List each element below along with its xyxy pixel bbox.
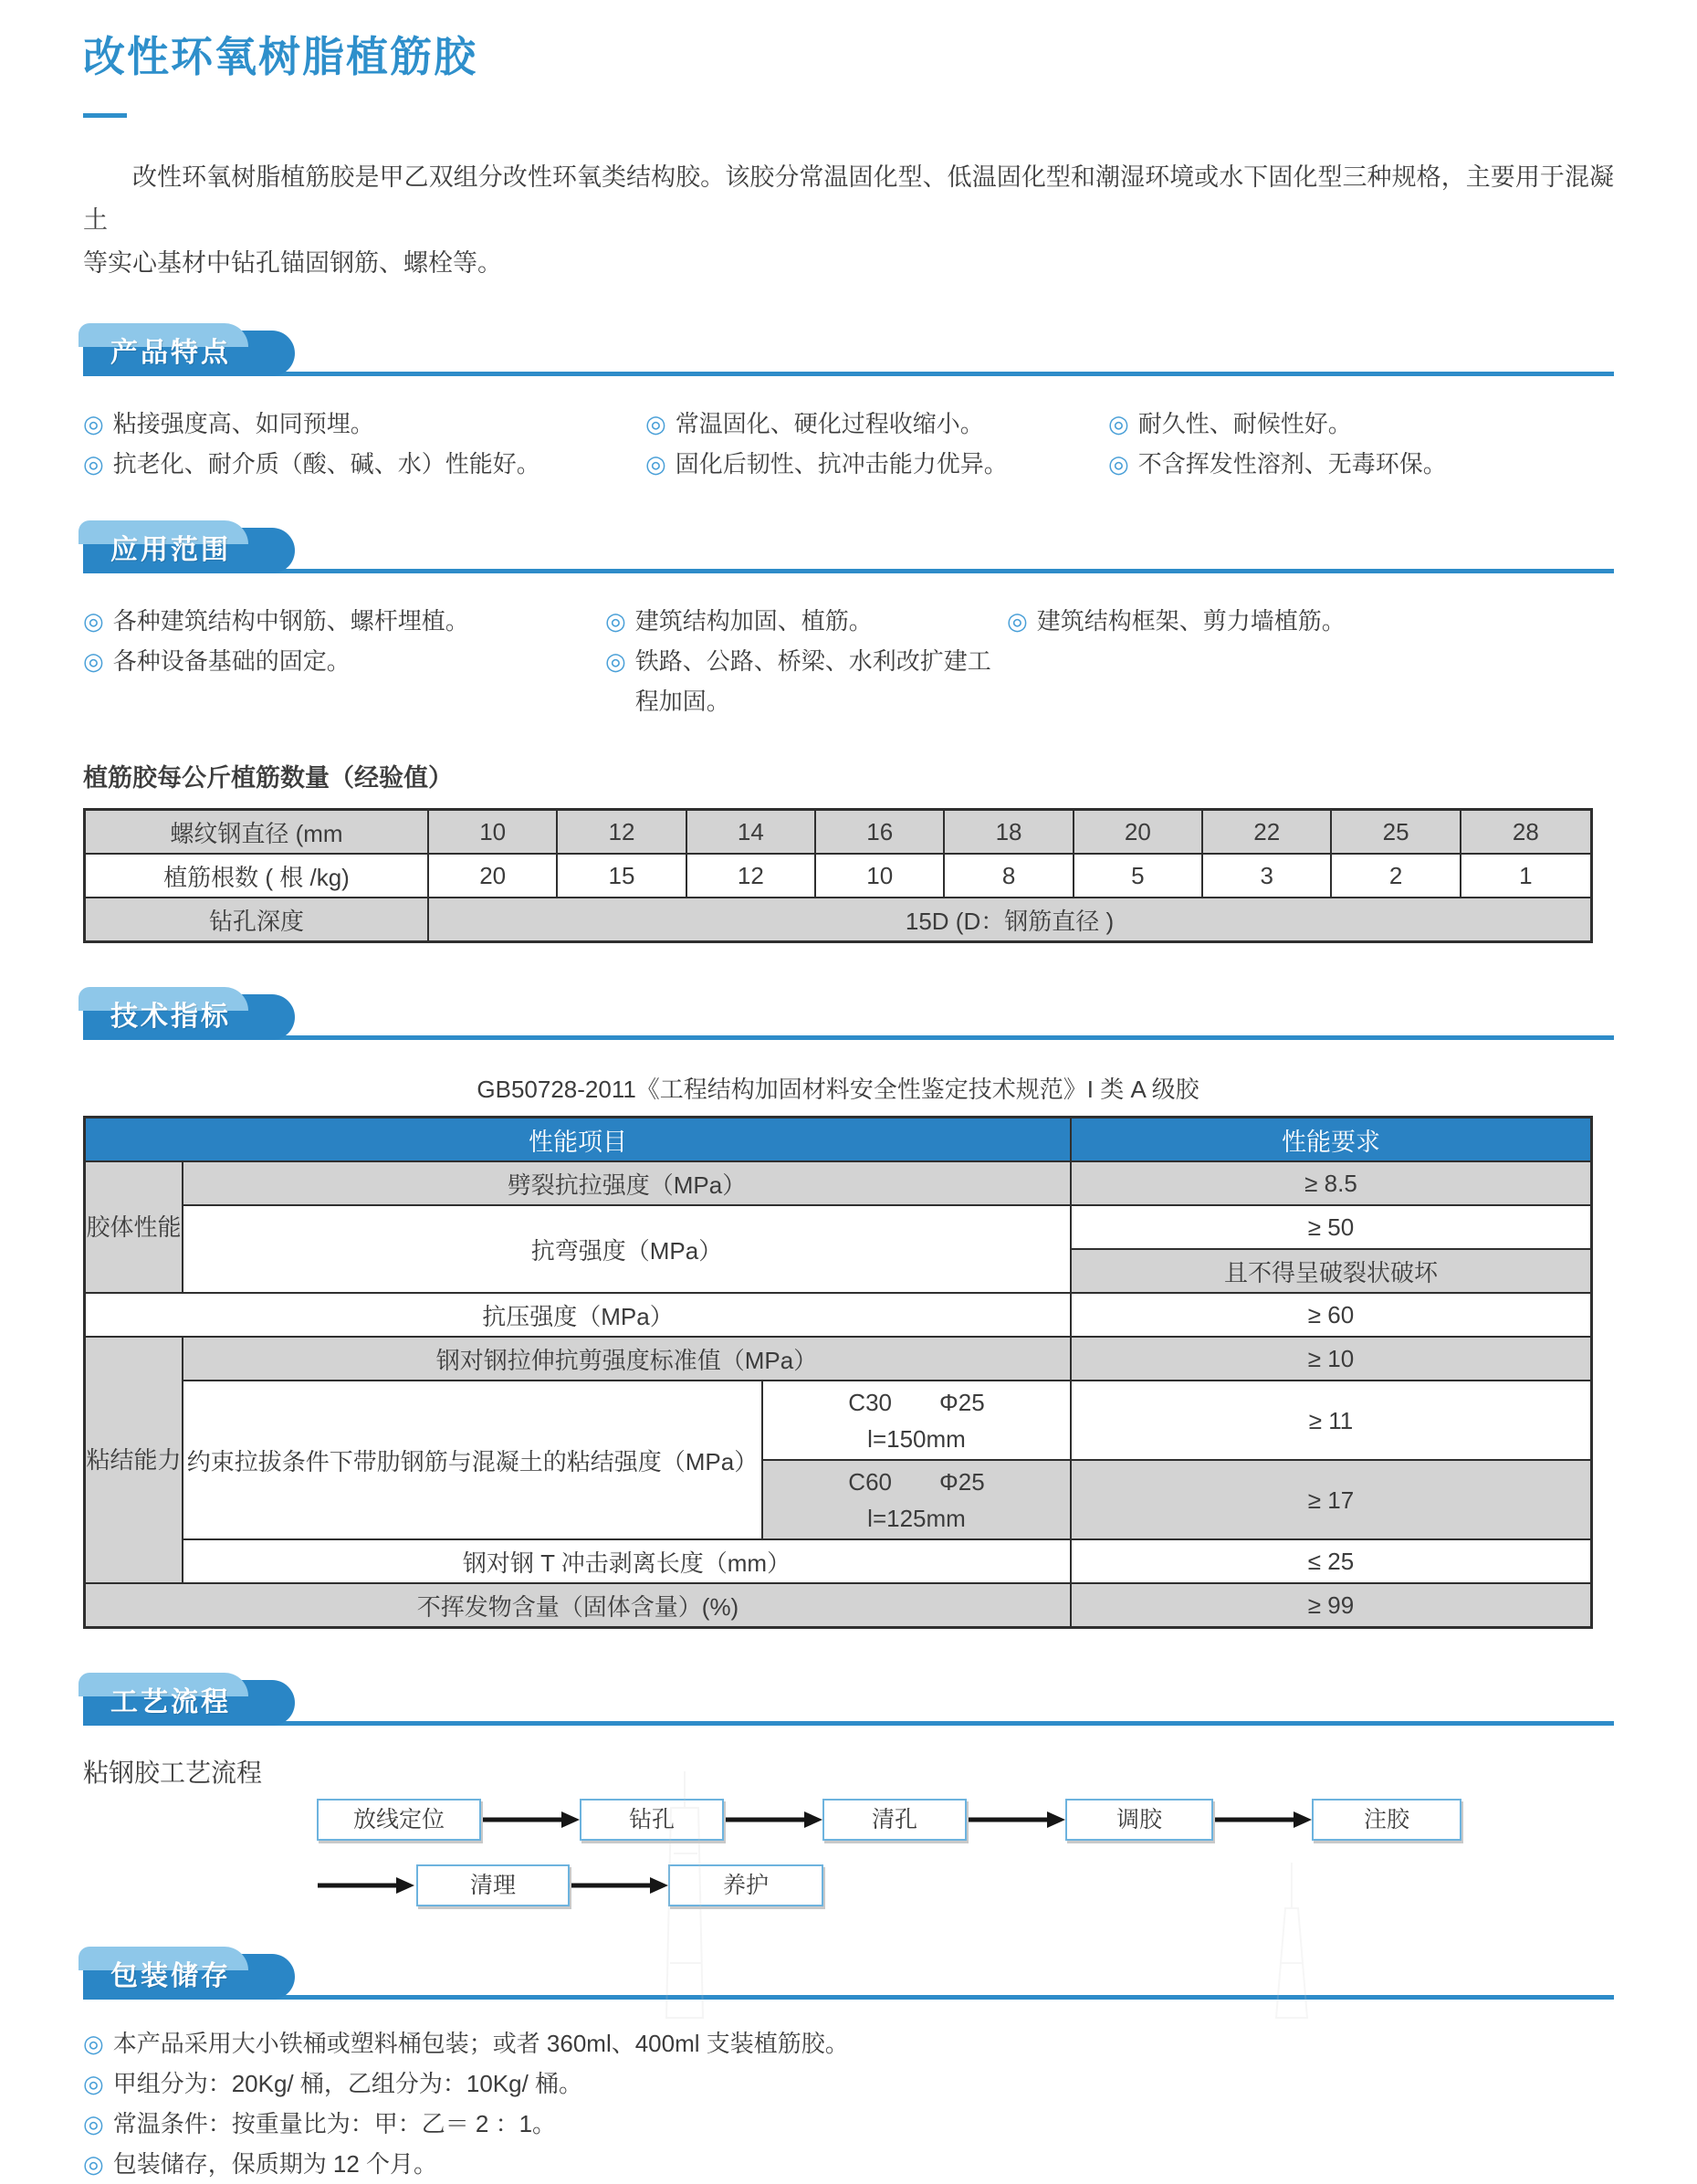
ring-bullet-icon: ◎ bbox=[605, 607, 626, 635]
ring-bullet-icon: ◎ bbox=[1007, 607, 1028, 635]
storage-text: 甲组分为：20Kg/ 桶，乙组分为：10Kg/ 桶。 bbox=[112, 2070, 583, 2097]
property-cell: 不挥发物含量（固体含量）(%) bbox=[85, 1583, 1072, 1628]
application-text: 建筑结构加固、植筋。 bbox=[634, 607, 873, 635]
section-header-process bbox=[83, 1680, 1614, 1726]
diameter-cell: 10 bbox=[428, 810, 557, 855]
section-rule bbox=[83, 372, 1614, 376]
section-rule bbox=[83, 1995, 1614, 2000]
column-header-req: 性能要求 bbox=[1071, 1118, 1592, 1162]
storage-text: 本产品采用大小铁桶或塑料桶包装；或者 360ml、400ml 支装植筋胶。 bbox=[112, 2030, 849, 2057]
property-cell: 钢对钢 T 冲击剥离长度（mm） bbox=[183, 1539, 1071, 1583]
arrow-right-icon bbox=[1213, 1811, 1312, 1828]
table-row bbox=[85, 854, 1592, 898]
list-item bbox=[645, 404, 1108, 444]
list-item bbox=[1108, 404, 1614, 444]
property-cell: 抗压强度（MPa） bbox=[482, 1302, 674, 1330]
intro-line-1: 改性环氧树脂植筋胶是甲乙双组分改性环氧类结构胶。该胶分常温固化型、低温固化型和潮湿环境或水下固化型三种规格，主要用于混凝土 bbox=[83, 163, 1614, 234]
property-cell: 钢对钢拉伸抗剪强度标准值（MPa） bbox=[183, 1337, 1071, 1381]
intro-paragraph bbox=[83, 156, 1614, 285]
length-label: l=125mm bbox=[867, 1504, 966, 1532]
flow-step-box: 注胶 bbox=[1312, 1799, 1461, 1841]
count-cell: 10 bbox=[815, 854, 944, 898]
section-badge-storage: 包装储存 bbox=[83, 1954, 295, 2000]
tech-spec-table bbox=[83, 1116, 1593, 1629]
list-item bbox=[83, 444, 645, 484]
ring-bullet-icon: ◎ bbox=[645, 410, 666, 437]
requirement-cell: ≥ 50 bbox=[1071, 1205, 1592, 1249]
list-item bbox=[83, 601, 605, 641]
table-row bbox=[85, 1161, 1592, 1205]
condition-cell bbox=[762, 1460, 1071, 1539]
list-item bbox=[605, 601, 1007, 641]
length-label: l=150mm bbox=[867, 1424, 966, 1453]
flow-step-box: 清理 bbox=[416, 1864, 570, 1906]
diameter-cell: 20 bbox=[1074, 810, 1202, 855]
storage-text: 包装储存，保质期为 12 个月。 bbox=[112, 2150, 438, 2178]
section-badge-process: 工艺流程 bbox=[83, 1680, 295, 1726]
row-header-cell: 螺纹钢直径 (mm bbox=[85, 810, 429, 855]
arrow-right-icon bbox=[318, 1877, 414, 1894]
intro-line-2: 等实心基材中钻孔锚固钢筋、螺栓等。 bbox=[83, 249, 502, 277]
group-cell-bond bbox=[85, 1337, 183, 1583]
column-header-item: 性能项目 bbox=[85, 1118, 1072, 1162]
condition-cell bbox=[762, 1381, 1071, 1460]
diameter-cell: 18 bbox=[944, 810, 1073, 855]
section-header-tech bbox=[83, 994, 1614, 1040]
process-flow-row-2 bbox=[83, 1864, 1614, 1906]
group-label: 胶体性能 bbox=[86, 1213, 182, 1241]
process-flow-row-1 bbox=[83, 1799, 1614, 1841]
table-row bbox=[85, 810, 1592, 855]
ring-bullet-icon: ◎ bbox=[83, 2070, 104, 2097]
section-header-storage bbox=[83, 1954, 1614, 2000]
rebar-count-table bbox=[83, 808, 1593, 943]
page-title: 改性环氧树脂植筋胶 bbox=[83, 33, 477, 80]
requirement-cell: ≥ 17 bbox=[1071, 1460, 1592, 1539]
drill-depth-cell: 15D (D：钢筋直径 ) bbox=[428, 898, 1592, 942]
diameter-cell: 28 bbox=[1461, 810, 1592, 855]
diameter-cell: 16 bbox=[815, 810, 944, 855]
flow-step-box: 清孔 bbox=[822, 1799, 967, 1841]
ring-bullet-icon: ◎ bbox=[83, 2150, 104, 2178]
count-cell: 15 bbox=[557, 854, 686, 898]
grade-label: C60 bbox=[848, 1467, 892, 1496]
application-text: 各种建筑结构中钢筋、螺杆埋植。 bbox=[112, 607, 469, 635]
ring-bullet-icon: ◎ bbox=[1108, 450, 1129, 478]
application-text: 各种设备基础的固定。 bbox=[112, 647, 351, 675]
feature-text: 耐久性、耐候性好。 bbox=[1137, 410, 1352, 437]
applications-list bbox=[83, 601, 1614, 721]
ring-bullet-icon: ◎ bbox=[83, 607, 104, 635]
title-underline-dash bbox=[83, 113, 127, 118]
diameter-cell: 25 bbox=[1331, 810, 1460, 855]
features-list bbox=[83, 404, 1614, 484]
group-cell-glue bbox=[85, 1161, 183, 1293]
list-item bbox=[1007, 601, 1614, 641]
application-text: 建筑结构框架、剪力墙植筋。 bbox=[1036, 607, 1346, 635]
feature-text: 粘接强度高、如同预埋。 bbox=[112, 410, 374, 437]
list-item bbox=[83, 641, 605, 721]
table-row bbox=[85, 1583, 1592, 1628]
count-cell: 2 bbox=[1331, 854, 1460, 898]
table-row bbox=[85, 1205, 1592, 1249]
storage-list bbox=[83, 2023, 1614, 2184]
arrow-right-icon bbox=[724, 1811, 822, 1828]
list-item bbox=[83, 2104, 1614, 2144]
table-row bbox=[85, 1539, 1592, 1583]
section-badge-tech: 技术指标 bbox=[83, 994, 295, 1040]
property-cell: 抗弯强度（MPa） bbox=[183, 1205, 1071, 1293]
flow-step-box: 放线定位 bbox=[317, 1799, 481, 1841]
row-header-cell: 植筋根数 ( 根 /kg) bbox=[85, 854, 429, 898]
property-cell: 劈裂抗拉强度（MPa） bbox=[183, 1161, 1071, 1205]
list-item bbox=[605, 641, 1007, 721]
ring-bullet-icon: ◎ bbox=[83, 647, 104, 675]
requirement-cell: ≤ 25 bbox=[1071, 1539, 1592, 1583]
application-text: 铁路、公路、桥梁、水利改扩建工程加固。 bbox=[634, 647, 991, 715]
list-item bbox=[645, 444, 1108, 484]
diameter-cell: 12 bbox=[557, 810, 686, 855]
feature-text: 不含挥发性溶剂、无毒环保。 bbox=[1137, 450, 1447, 478]
section-header-features bbox=[83, 331, 1614, 376]
requirement-cell: 且不得呈破裂状破坏 bbox=[1071, 1249, 1592, 1293]
section-rule bbox=[83, 569, 1614, 573]
count-cell: 12 bbox=[686, 854, 815, 898]
list-item bbox=[83, 2063, 1614, 2104]
count-cell: 3 bbox=[1202, 854, 1331, 898]
requirement-cell: ≥ 60 bbox=[1071, 1293, 1592, 1337]
requirement-cell: ≥ 8.5 bbox=[1071, 1161, 1592, 1205]
process-flow-label: 粘钢胶工艺流程 bbox=[83, 1759, 263, 1787]
requirement-cell: ≥ 10 bbox=[1071, 1337, 1592, 1381]
flow-step-box: 钻孔 bbox=[580, 1799, 724, 1841]
ring-bullet-icon: ◎ bbox=[1108, 410, 1129, 437]
requirement-cell: ≥ 11 bbox=[1071, 1381, 1592, 1460]
property-cell: 约束拉拔条件下带肋钢筋与混凝土的粘结强度（MPa） bbox=[183, 1381, 762, 1539]
table-row bbox=[85, 1337, 1592, 1381]
dia-label: Φ25 bbox=[939, 1467, 985, 1496]
ring-bullet-icon: ◎ bbox=[605, 647, 626, 675]
count-cell: 5 bbox=[1074, 854, 1202, 898]
table-row bbox=[85, 1293, 1592, 1337]
section-rule bbox=[83, 1035, 1614, 1040]
list-item bbox=[83, 2023, 1614, 2063]
diameter-cell: 22 bbox=[1202, 810, 1331, 855]
section-header-applications bbox=[83, 528, 1614, 573]
count-cell: 20 bbox=[428, 854, 557, 898]
ring-bullet-icon: ◎ bbox=[83, 450, 104, 478]
flow-step-box: 调胶 bbox=[1065, 1799, 1213, 1841]
feature-text: 抗老化、耐介质（酸、碱、水）性能好。 bbox=[112, 450, 540, 478]
table-row bbox=[85, 898, 1592, 942]
table-header-row bbox=[85, 1118, 1592, 1162]
grade-label: C30 bbox=[848, 1388, 892, 1416]
arrow-right-icon bbox=[570, 1877, 668, 1894]
row-header-cell: 钻孔深度 bbox=[85, 898, 429, 942]
count-cell: 8 bbox=[944, 854, 1073, 898]
diameter-cell: 14 bbox=[686, 810, 815, 855]
list-item bbox=[83, 2144, 1614, 2184]
feature-text: 常温固化、硬化过程收缩小。 bbox=[675, 410, 984, 437]
storage-text: 常温条件：按重量比为：甲：乙＝ 2 ：1。 bbox=[112, 2110, 557, 2137]
ring-bullet-icon: ◎ bbox=[645, 450, 666, 478]
property-cell-wrap bbox=[85, 1293, 1072, 1337]
ring-bullet-icon: ◎ bbox=[83, 410, 104, 437]
table-row bbox=[85, 1381, 1592, 1460]
section-badge-features: 产品特点 bbox=[83, 331, 295, 376]
arrow-right-icon bbox=[967, 1811, 1065, 1828]
feature-text: 固化后韧性、抗冲击能力优异。 bbox=[675, 450, 1008, 478]
rebar-table-label: 植筋胶每公斤植筋数量（经验值） bbox=[83, 764, 453, 792]
list-item bbox=[1108, 444, 1614, 484]
list-item bbox=[83, 404, 645, 444]
count-cell: 1 bbox=[1461, 854, 1592, 898]
group-label: 粘结能力 bbox=[86, 1446, 182, 1474]
dia-label: Φ25 bbox=[939, 1388, 985, 1416]
arrow-right-icon bbox=[481, 1811, 580, 1828]
ring-bullet-icon: ◎ bbox=[83, 2030, 104, 2057]
section-rule bbox=[83, 1721, 1614, 1726]
standard-reference: GB50728-2011《工程结构加固材料安全性鉴定技术规范》I 类 A 级胶 bbox=[477, 1076, 1199, 1103]
flow-step-box: 养护 bbox=[668, 1864, 823, 1906]
ring-bullet-icon: ◎ bbox=[83, 2110, 104, 2137]
requirement-cell: ≥ 99 bbox=[1071, 1583, 1592, 1628]
section-badge-applications: 应用范围 bbox=[83, 528, 295, 573]
